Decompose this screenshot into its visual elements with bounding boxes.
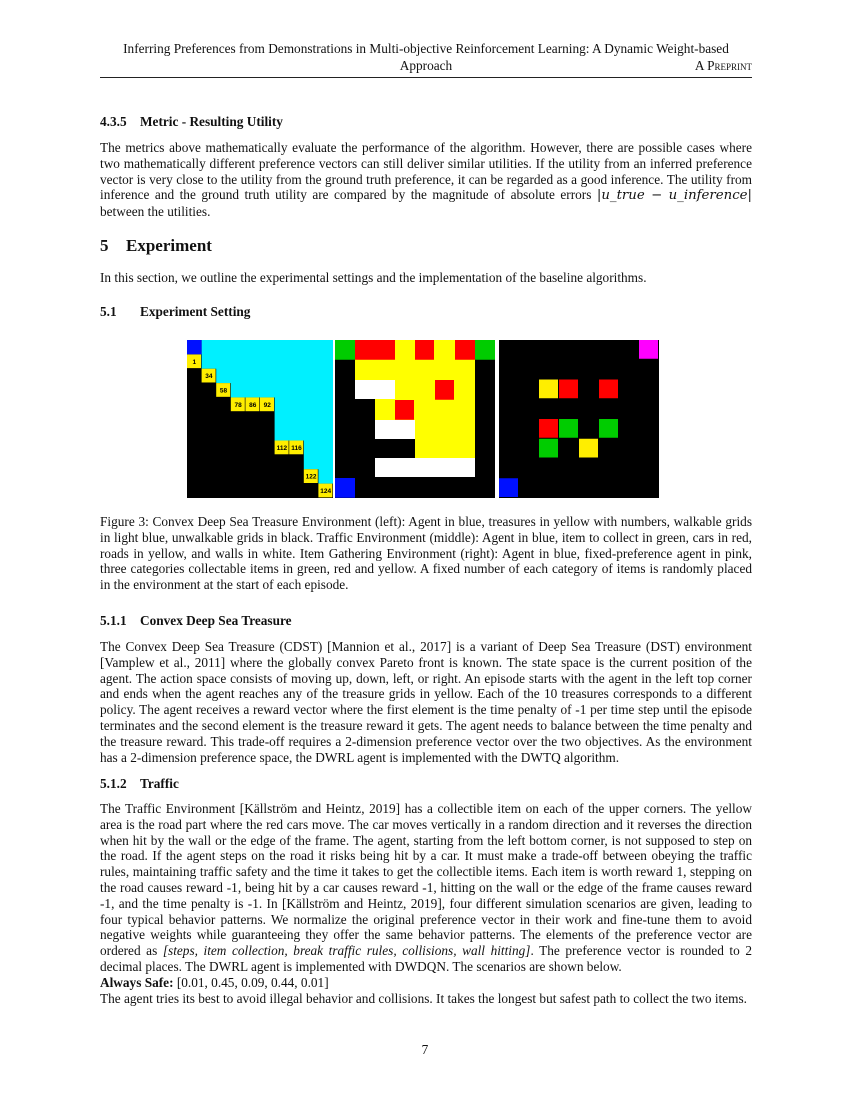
fixed-preference-agent-cell [639, 340, 658, 359]
treasure-value-label: 124 [320, 488, 332, 496]
treasure-value-label: 34 [205, 373, 213, 381]
treasure-value-label: 92 [263, 401, 271, 409]
walkable-region [202, 340, 217, 369]
red-item-cell [559, 380, 578, 399]
yellow-item-cell [579, 439, 598, 458]
collectible-item-cell [475, 340, 495, 360]
subsection-heading-4-3-5: 4.3.5 Metric - Resulting Utility [100, 114, 283, 129]
section-heading-5: 5 Experiment [100, 236, 212, 255]
figure-cdst-panel [187, 340, 333, 498]
treasure-value-label: 58 [219, 387, 228, 395]
cdst-grid-svg [187, 340, 333, 498]
formula-absolute-error: |u_true − u_inference| [596, 188, 753, 204]
agent-cell [187, 340, 202, 354]
agent-cell [499, 478, 518, 497]
walkable-region [216, 340, 231, 383]
treasure-value-label: 1 [192, 358, 197, 366]
traffic-grid-svg [335, 340, 495, 498]
walkable-region [231, 340, 246, 397]
agent-cell [335, 478, 355, 498]
car-cell [455, 340, 475, 360]
walkable-region [289, 340, 304, 441]
car-cell [435, 380, 454, 400]
yellow-item-cell [539, 380, 558, 399]
walkable-region [245, 340, 260, 397]
paragraph-traffic: The Traffic Environment [Källström and Heintz, 2019] has a collectible item on each of the upper corners. The yellow area is the road part where the red cars move. The car moves vertically in a random direction and it reverses the direction when hit by the wall or the edge of the frame. The agent, starting from the left bottom corner, is not supposed to step on the road. If the agent steps on the road it risks being hit by a car. It must make a trade-off between obeying the traffic rules, maintaining traffic safety and the time it takes to get the collectible items. Each item is worth reward 1, stepping on the road causes reward -1, being hit by a car causes reward -1, hitting on the wall or the edge of the frame causes reward -1, and the time penalty is -1. In [Källström and Heintz, 2019], four different simulation scenarios are given, leading to four typical behavior patterns. We normalize the original preference vector in their work and fine-tune them to avoid negative weights while guaranteeing they offer the same behavior patterns. The elements of the preference vector are ordered as [steps, item collection, break traffic rules, collisions, wall hitting]. The preference vector is rounded to 2 decimal places. The DWRL agent is implemented with DWDQN. The scenarios are shown below. Always Safe: [0.01, 0.45, 0.09, 0.44, 0.01] The agent tries its best to avoid illegal behavior and collisions. It takes the longest but safest path to collect the two items. [100, 801, 752, 1006]
walkable-region [260, 340, 275, 397]
item-gathering-grid-svg [499, 340, 659, 498]
header-title-line1: Inferring Preferences from Demonstrations in Multi-objective Reinforcement Learning: A Dynamic Weight-based [123, 41, 729, 56]
collectible-item-cell [335, 340, 355, 360]
car-cell [415, 340, 434, 360]
car-cell [355, 340, 395, 360]
preference-order: [steps, item collection, break traffic rules, collisions, wall hitting] [162, 943, 531, 959]
wall-cell [375, 420, 415, 439]
treasure-value-label: 78 [234, 401, 242, 409]
subsection-title: Traffic [140, 776, 179, 791]
green-item-cell [559, 419, 578, 438]
treasure-value-label: 122 [305, 473, 317, 481]
running-header [100, 40, 752, 74]
figure-traffic-panel [335, 340, 495, 498]
red-item-cell [539, 419, 558, 438]
always-safe-label: Always Safe: [100, 974, 174, 990]
walkable-region [304, 340, 319, 469]
subsection-title: Metric - Resulting Utility [140, 114, 283, 129]
figure-caption: Figure 3: Convex Deep Sea Treasure Environment (left): Agent in blue, treasures in yellow with numbers, walkable grids in light blue, unwalkable grids in black. Traffic Environment (middle): Agent in blue, item to collect in green, cars in red, roads in yellow, and walls in white. Item Gathering Environment (right): Agent in blue, fixed-preference agent in pink, three categories collectable items in green, red and yellow. A fixed number of each category of items is randomly placed in the environment at the start of each episode. [100, 514, 752, 593]
subsection-title: Experiment Setting [140, 304, 251, 319]
gathering-background [499, 340, 659, 498]
walkable-region [275, 340, 290, 441]
header-preprint-label: A Preprint [694, 58, 752, 73]
car-cell [395, 400, 414, 420]
green-item-cell [539, 439, 558, 458]
green-item-cell [599, 419, 618, 438]
walkable-region [318, 340, 333, 484]
figure-item-gathering-panel [499, 340, 659, 498]
paragraph-experiment-intro: In this section, we outline the experimental settings and the implementation of the baseline algorithms. [100, 270, 647, 285]
treasure-value-label: 86 [249, 401, 257, 409]
subsection-title: Convex Deep Sea Treasure [140, 613, 292, 628]
header-title-line2: Approach [399, 58, 453, 73]
wall-cell [355, 380, 395, 399]
section-title: Experiment [126, 236, 212, 255]
wall-cell [375, 458, 475, 477]
paragraph-resulting-utility: The metrics above mathematically evaluate the performance of the algorithm. However, there are possible cases where two mathematically different preference vectors can still deliver similar utilities. If the utility from an inferred preference vector is very close to the utility from the ground truth preference, it can be regarded as a good inference. The utility from inference and the ground truth utility are compared by the magnitude of absolute errors |u_true − u_inference| between the utilities. [100, 140, 753, 220]
subsection-heading-5-1-1: 5.1.1 Convex Deep Sea Treasure [100, 613, 292, 628]
subsection-heading-5-1-2: 5.1.2 Traffic [100, 776, 179, 791]
red-item-cell [599, 380, 618, 399]
paragraph-cdst: The Convex Deep Sea Treasure (CDST) [Mannion et al., 2017] is a variant of Deep Sea Treasure (DST) environment [Vamplew et al., 2011] where the globally convex Pareto front is known. The state space is the current position of the agent. The action space consists of moving up, down, left, or right. An episode starts with the agent in the left top corner and ends when the agent reaches any of the treasure grids in yellow. Each of the 10 treasures corresponds to a different policy. The agent receives a reward vector where the first element is the time penalty of -1 per time step until the episode terminates and the second element is the treasure reward it gets. The agent needs to balance between the time penalty and the treasure reward. This trade-off requires a 2-dimension preference vector over the two objectives. As the environment has a 2-dimension preference space, the DWRL agent is implemented with the DWTQ algorithm. [100, 639, 752, 765]
treasure-value-label: 112 [276, 445, 288, 452]
subsection-heading-5-1: 5.1 Experiment Setting [100, 304, 251, 319]
always-safe-vector: [0.01, 0.45, 0.09, 0.44, 0.01] [176, 974, 329, 990]
header-rule [100, 77, 752, 78]
treasure-value-label: 116 [291, 445, 302, 452]
always-safe-description: The agent tries its best to avoid illegal behavior and collisions. It takes the longest but safest path to collect the two items. [100, 990, 747, 1006]
page-number: 7 [421, 1042, 429, 1057]
